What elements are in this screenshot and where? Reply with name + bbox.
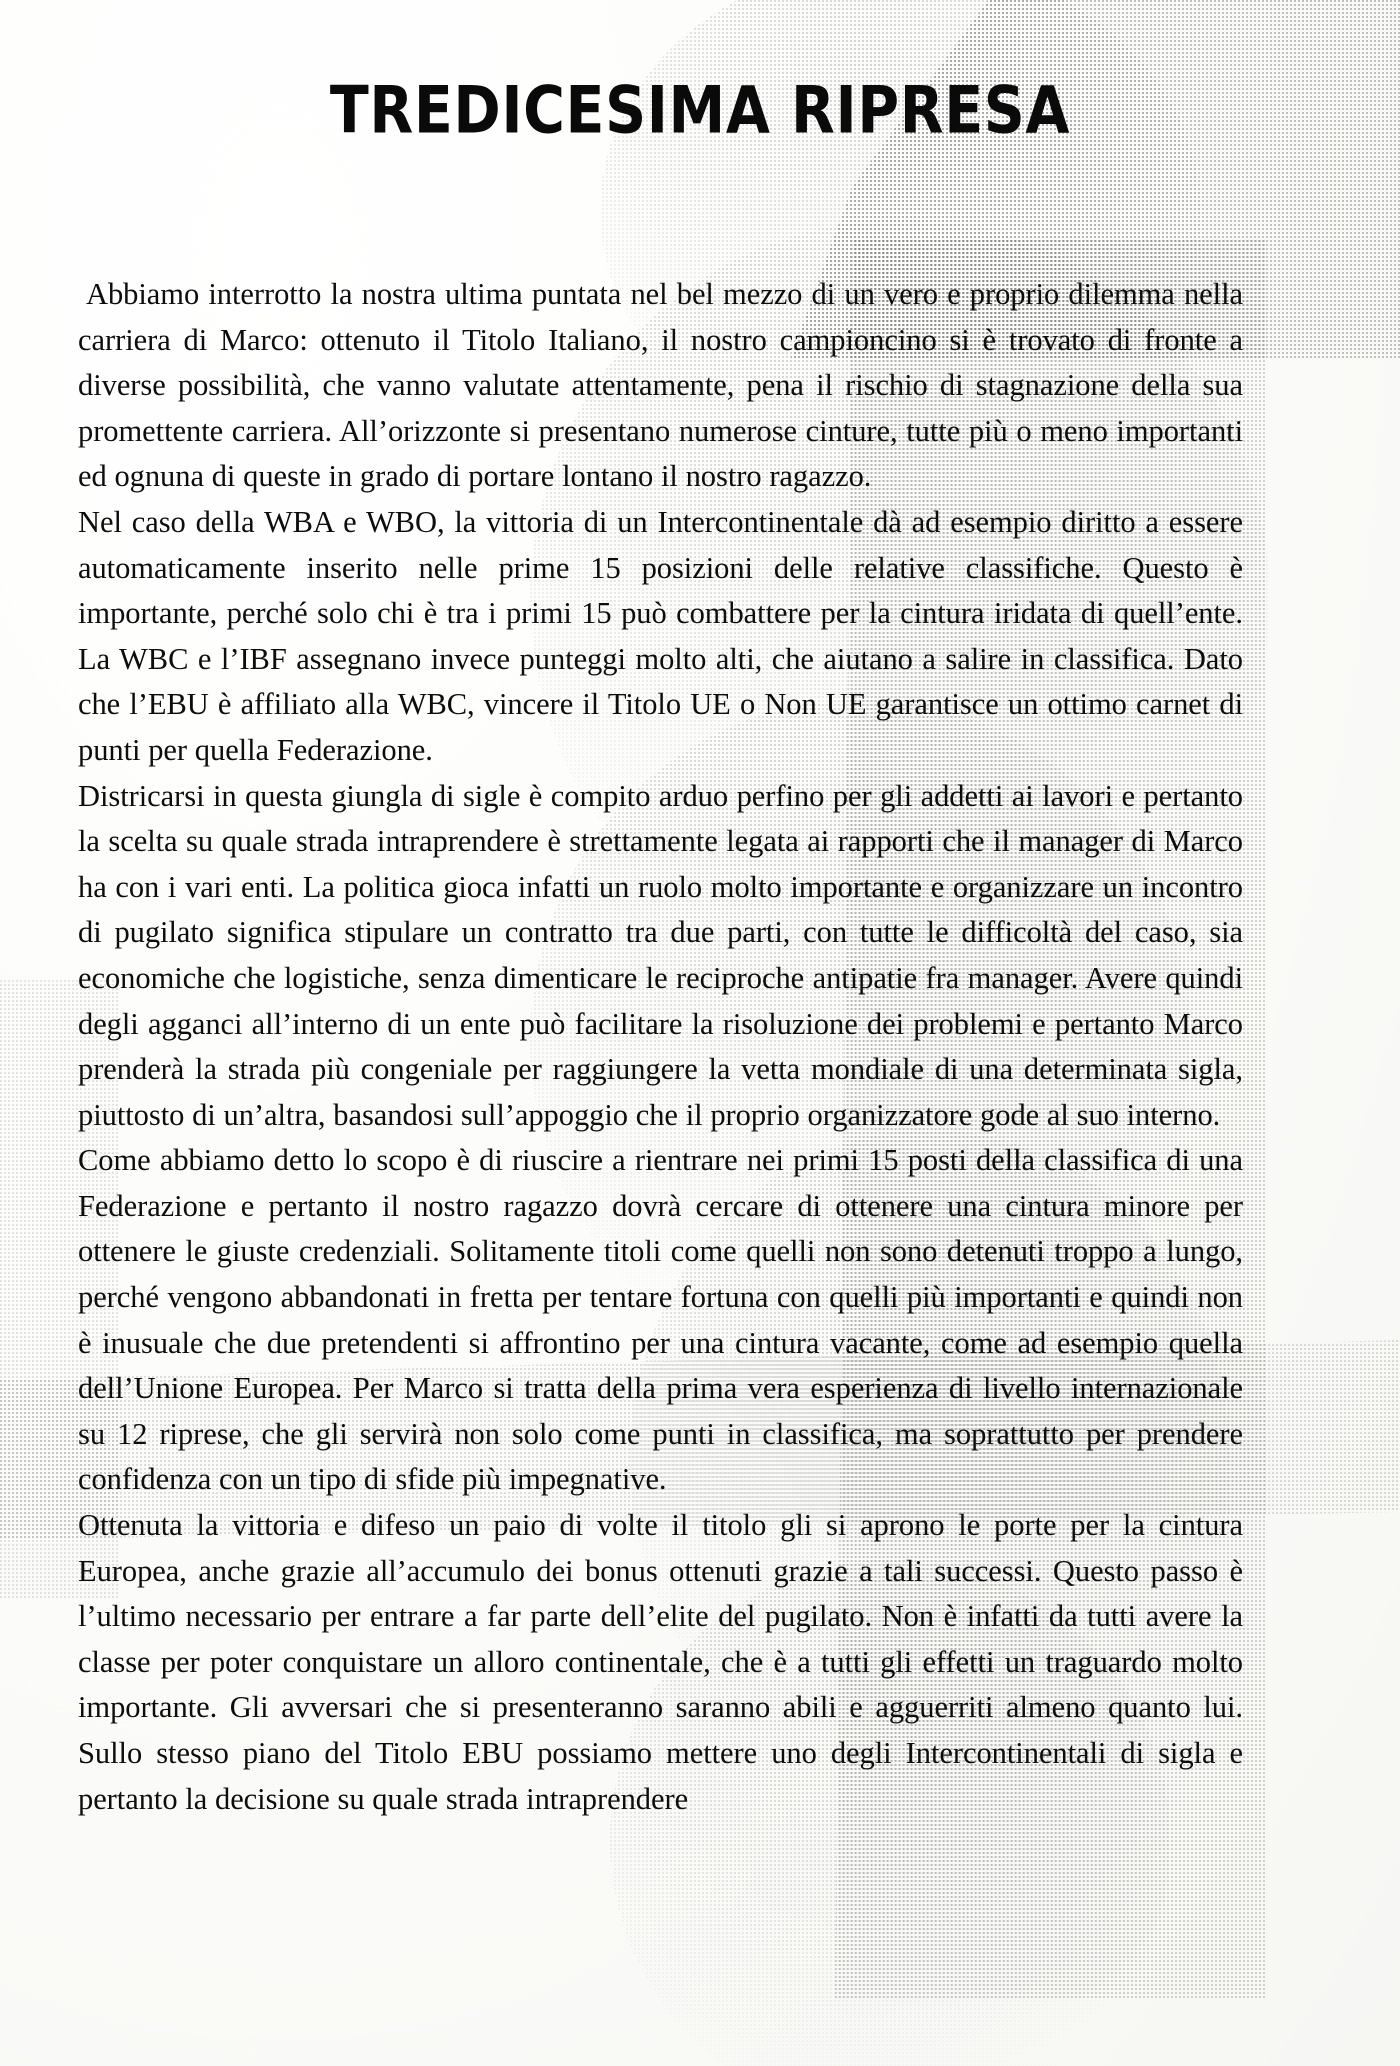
paragraph: Come abbiamo detto lo scopo è di riuscire a rientrare nei primi 15 posti della classifica di una Federazione e pertanto il nostro ragazzo dovrà cercare di ottenere una cintura minore per ottenere le giuste credenziali. Solitamente titoli come quelli non sono detenuti troppo a lungo, perché vengono abbandonati in fretta per tentare fortuna con quelli più importanti e quindi non è inusuale che due pretendenti si affrontino per una cintura vacante, come ad esempio quella dell’Unione Europea. Per Marco si tratta della prima vera esperienza di livello internazionale su 12 riprese, che gli servirà non solo come punti in classifica, ma soprattutto per prendere confidenza con un tipo di sfide più impegnative. [78,1143,1243,1497]
paragraph: Abbiamo interrotto la nostra ultima puntata nel bel mezzo di un vero e proprio dilemma nella carriera di Marco: ottenuto il Titolo Italiano, il nostro campioncino si è trovato di fronte a diverse possibilità, che vanno valutate attentamente, pena il rischio di stagnazione della sua promettente carriera. All’orizzonte si presentano numerose cinture, tutte più o meno importanti ed ognuna di queste in grado di portare lontano il nostro ragazzo. [78,277,1243,494]
paragraph: Nel caso della WBA e WBO, la vittoria di un Intercontinentale dà ad esempio diritto a essere automaticamente inserito nelle prime 15 posizioni delle relative classifiche. Questo è importante, perché solo chi è tra i primi 15 può combattere per la cintura iridata di quell’ente. La WBC e l’IBF assegnano invece punteggi molto alti, che aiutano a salire in classifica. Dato che l’EBU è affiliato alla WBC, vincere il Titolo UE o Non UE garantisce un ottimo carnet di punti per quella Federazione. [78,504,1243,767]
paragraph: Districarsi in questa giungla di sigle è compito arduo perfino per gli addetti ai lavori e pertanto la scelta su quale strada intraprendere è strettamente legata ai rapporti che il manager di Marco ha con i vari enti. La politica gioca infatti un ruolo molto importante e organizzare un incontro di pugilato significa stipulare un contratto tra due parti, con tutte le difficoltà del caso, sia economiche che logistiche, senza dimenticare le reciproche antipatie fra manager. Avere quindi degli agganci all’interno di un ente può facilitare la risoluzione dei problemi e pertanto Marco prenderà la strada più congeniale per raggiungere la vetta mondiale di una determinata sigla, piuttosto di un’altra, basandosi sull’appoggio che il proprio organizzatore gode al suo interno. [78,778,1243,1132]
article-body [78,272,1243,1822]
paragraph: Ottenuta la vittoria e difeso un paio di volte il titolo gli si aprono le porte per la cintura Europea, anche grazie all’accumulo dei bonus ottenuti grazie a tali successi. Questo passo è l’ultimo necessario per entrare a far parte dell’elite del pugilato. Non è infatti da tutti avere la classe per poter conquistare un alloro continentale, che è a tutti gli effetti un traguardo molto importante. Gli avversari che si presenteranno saranno abili e agguerriti almeno quanto lui. Sullo stesso piano del Titolo EBU possiamo mettere uno degli Intercontinentali di sigla e pertanto la decisione su quale strada intraprendere [78,1508,1243,1816]
page-title: TREDICESIMA RIPRESA [329,73,1071,149]
